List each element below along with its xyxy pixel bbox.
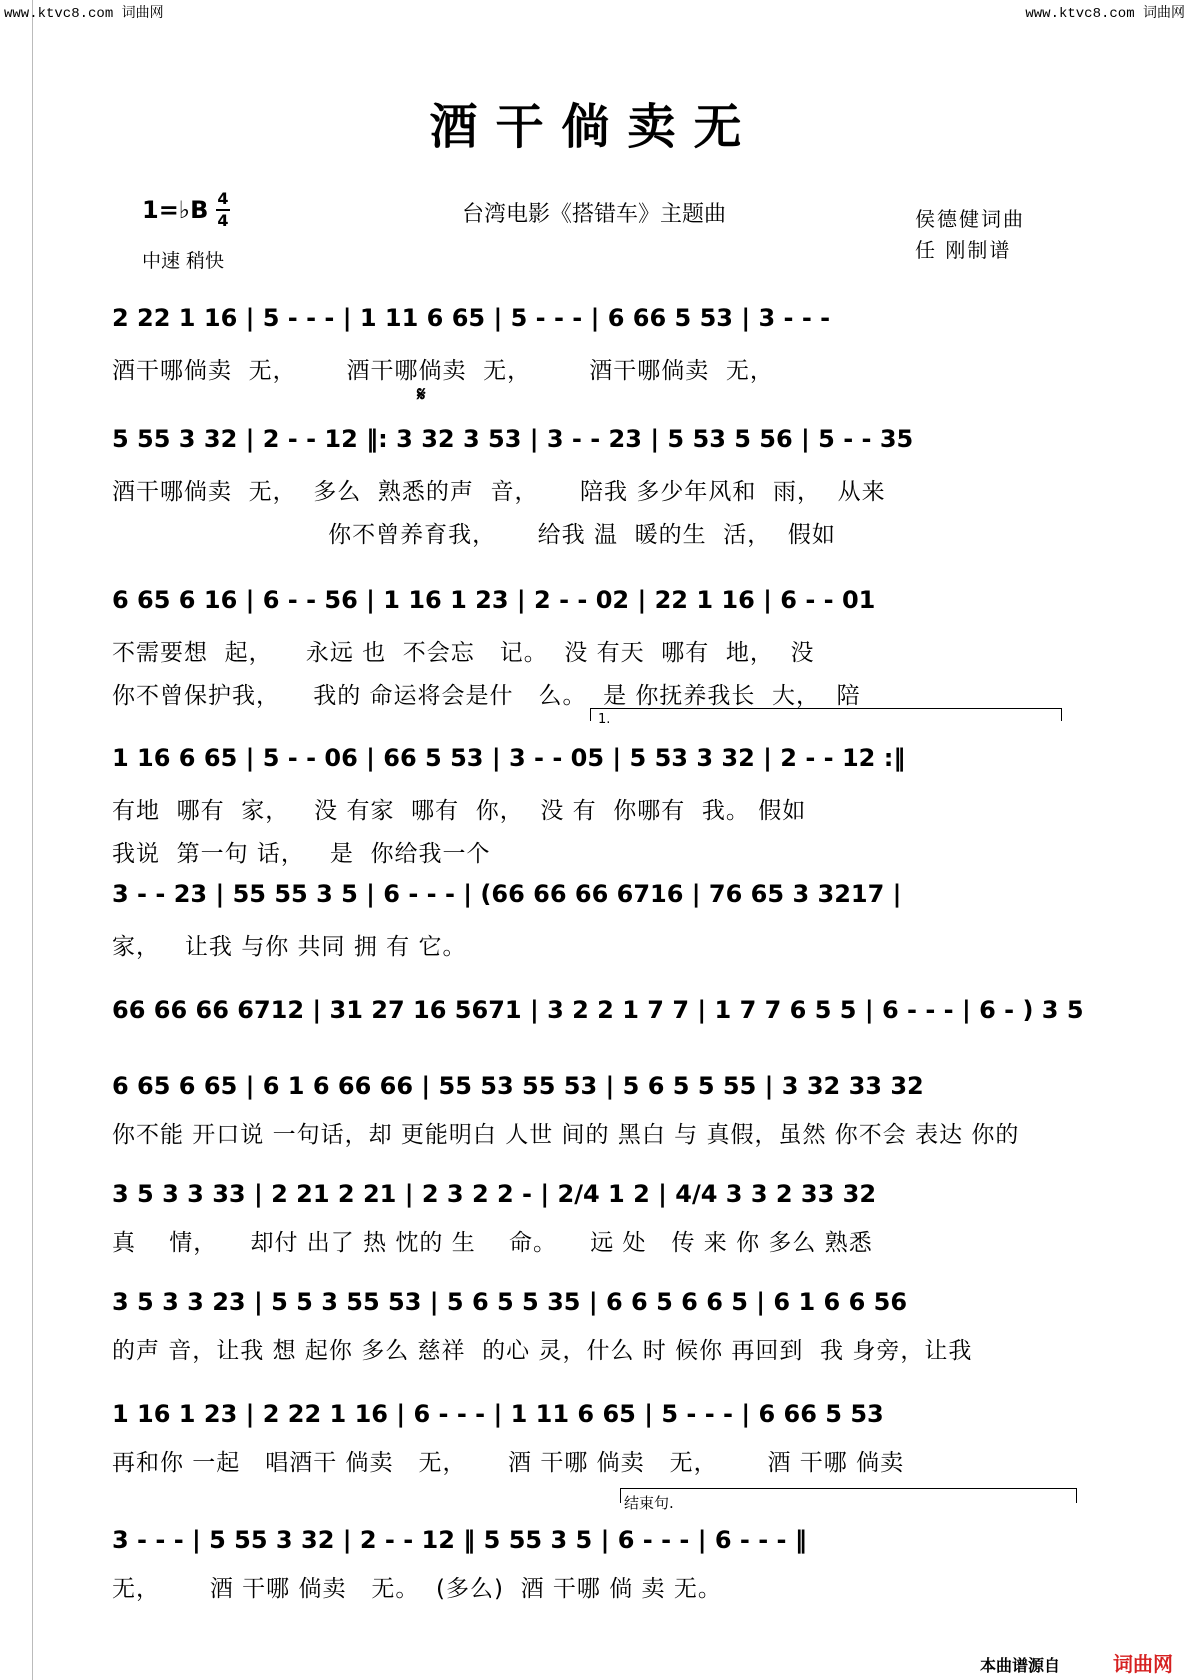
credit-lyrics-music: 侯德健词曲 bbox=[915, 207, 1025, 231]
system-8 bbox=[112, 1180, 1077, 1257]
final-ending-label: 结束句. bbox=[624, 1494, 674, 1512]
lyric-line-verse2: 你不曾养育我， 给我 温 暖的生 活， 假如 bbox=[112, 522, 836, 548]
system-2 bbox=[112, 425, 1077, 549]
lyric-line-verse2: 我说 第一句 话， 是 你给我一个 bbox=[112, 841, 491, 867]
lyric-line: 家， 让我 与你 共同 拥 有 它。 bbox=[112, 934, 467, 960]
lyric-line: 的声 音，让我 想 起你 多么 慈祥 的心 灵，什么 时 候你 再回到 我 身旁，让我 bbox=[112, 1338, 973, 1364]
song-title: 酒干倘卖无 bbox=[429, 99, 760, 155]
lyric-line: 你不能 开口说 一句话，却 更能明白 人世 间的 黑白 与 真假，虽然 你不会 表达 你的 bbox=[112, 1122, 1020, 1148]
notes-line: 6 65 6 65 | 6 1 6 66 66 | 55 53 55 53 | 5 6 5 5 55 | 3 32 33 32 bbox=[112, 1072, 924, 1100]
volta-first-ending bbox=[590, 708, 1062, 721]
subtitle: 台湾电影《搭错车》主题曲 bbox=[462, 202, 727, 227]
notes-line: 2 22 1 16 | 5 - - - | 1 11 6 65 | 5 - - - | 6 66 5 53 | 3 - - - bbox=[112, 304, 831, 332]
lyric-line: 有地 哪有 家， 没 有家 哪有 你， 没 有 你哪有 我。 假如 bbox=[112, 798, 807, 824]
system-4 bbox=[112, 744, 1077, 868]
notes-line: 3 5 3 3 33 | 2 21 2 21 | 2 3 2 2 - | 2/4 1 2 | 4/4 3 3 2 33 32 bbox=[112, 1180, 877, 1208]
site-watermark-right: www.ktvc8.com 词曲网 bbox=[1025, 6, 1185, 22]
lyric-line: 无， 酒 干哪 倘卖 无。 (多么) 酒 干哪 倘 卖 无。 bbox=[112, 1576, 722, 1602]
system-3 bbox=[112, 586, 1077, 710]
system-6 bbox=[112, 996, 1084, 1024]
time-signature-top: 4 bbox=[217, 189, 229, 208]
volta-final-ending bbox=[620, 1488, 1077, 1503]
system-5 bbox=[112, 880, 1077, 961]
notes-line: 3 5 3 3 23 | 5 5 3 55 53 | 5 6 5 5 35 | 6 6 5 6 6 5 | 6 1 6 6 56 bbox=[112, 1288, 908, 1316]
notes-line: 3 - - 23 | 55 55 3 5 | 6 - - - | (66 66 66 6716 | 76 65 3 3217 | bbox=[112, 880, 902, 908]
key-signature: 1=♭B bbox=[142, 196, 209, 224]
tempo-marking: 中速 稍快 bbox=[142, 250, 225, 272]
lyric-line: 再和你 一起 唱酒干 倘卖 无， 酒 干哪 倘卖 无， 酒 干哪 倘卖 bbox=[112, 1450, 905, 1476]
notes-line: 5 55 3 32 | 2 - - 12 ‖: 3 32 3 53 | 3 - - 23 | 5 53 5 56 | 5 - - 35 bbox=[112, 425, 914, 453]
lyric-line: 不需要想 起， 永远 也 不会忘 记。 没 有天 哪有 地， 没 bbox=[112, 640, 815, 666]
lyric-line: 真 情， 却付 出了 热 忱的 生 命。 远 处 传 来 你 多么 熟悉 bbox=[112, 1230, 873, 1256]
time-signature-bottom: 4 bbox=[217, 211, 229, 230]
system-11 bbox=[112, 1526, 1077, 1603]
segno-mark: 𝄋 bbox=[417, 382, 426, 406]
lyric-line: 酒干哪倘卖 无， 多么 熟悉的声 音， 陪我 多少年风和 雨， 从来 bbox=[112, 479, 886, 505]
notes-line: 6 65 6 16 | 6 - - 56 | 1 16 1 23 | 2 - - 02 | 22 1 16 | 6 - - 01 bbox=[112, 586, 876, 614]
system-7 bbox=[112, 1072, 1077, 1149]
time-signature bbox=[216, 190, 230, 230]
notes-line: 3 - - - | 5 55 3 32 | 2 - - 12 ‖ 5 55 3 5 | 6 - - - | 6 - - - ‖ bbox=[112, 1526, 807, 1554]
volta-label: 1. bbox=[598, 712, 611, 727]
system-10 bbox=[112, 1400, 1077, 1477]
system-1 bbox=[112, 304, 1077, 385]
notes-line: 1 16 6 65 | 5 - - 06 | 66 5 53 | 3 - - 05 | 5 53 3 32 | 2 - - 12 :‖ bbox=[112, 744, 906, 772]
margin-rule bbox=[32, 0, 33, 1680]
footer-logo: 词曲网 bbox=[1113, 1652, 1173, 1676]
lyric-line: 酒干哪倘卖 无， 酒干哪倘卖 无， 酒干哪倘卖 无， bbox=[112, 358, 774, 384]
site-watermark-left: www.ktvc8.com 词曲网 bbox=[4, 6, 164, 22]
notes-line: 1 16 1 23 | 2 22 1 16 | 6 - - - | 1 11 6 65 | 5 - - - | 6 66 5 53 bbox=[112, 1400, 884, 1428]
credit-notation: 任 刚制谱 bbox=[915, 238, 1012, 262]
lyric-line-verse2: 你不曾保护我， 我的 命运将会是什 么。 是 你抚养我长 大， 陪 bbox=[112, 683, 861, 709]
system-9 bbox=[112, 1288, 1077, 1365]
notes-line: 66 66 66 6712 | 31 27 16 5671 | 3 2 2 1 7 7 | 1 7 7 6 5 5 | 6 - - - | 6 - ) 3 5 bbox=[112, 996, 1084, 1024]
footer-source: 本曲谱源自 bbox=[980, 1656, 1061, 1675]
